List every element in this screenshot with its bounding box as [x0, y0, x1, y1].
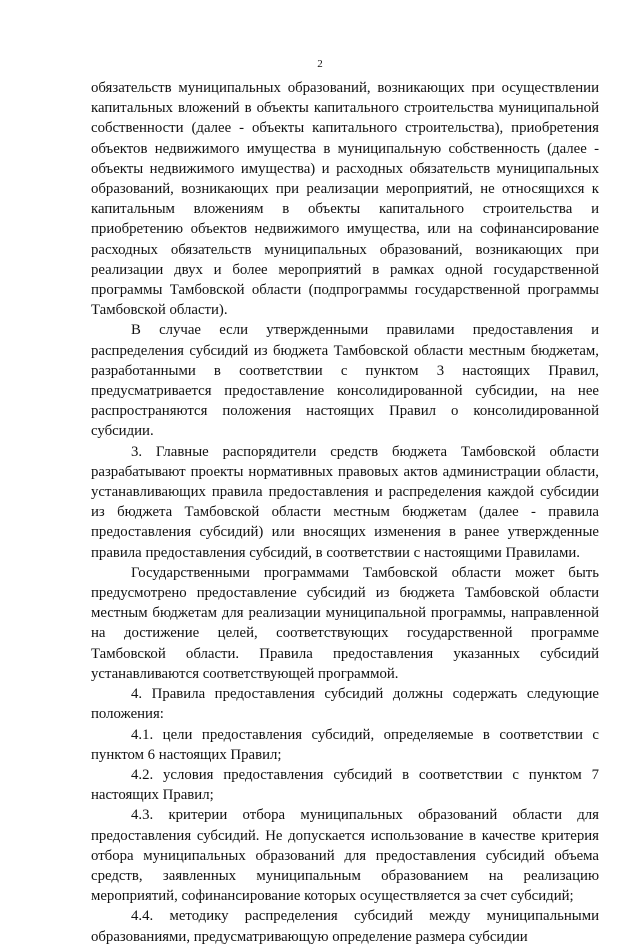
paragraph-item-4-2: 4.2. условия предоставления субсидий в соответствии с пунктом 7 настоящих Правил;: [91, 766, 599, 804]
paragraph-consolidated-subsidy: В случае если утвержденными правилами предоставления и распределения субсидий из бюджета Тамбовской области местным бюджетам, разработанными в соответствии с пунктом 3 настоящих Правил, предусматривается предоставление консолидированной субсидии, на нее распространяются положения настоящих Правил о консолидированной субсидии.: [91, 322, 599, 440]
paragraph-item-4: 4. Правила предоставления субсидий должны содержать следующие положения:: [91, 686, 599, 723]
paragraph-item-3: 3. Главные распорядители средств бюджета Тамбовской области разрабатывают проекты нормативных правовых актов администрации области, устанавливающих правила предоставления и распределения каждой субсидии из бюджета Тамбовской области местным бюджетам (далее - правила предоставления субсидий) или вносящих изменения в ранее утвержденные правила предоставления субсидий, в соответствии с настоящими Правилами.: [91, 443, 599, 561]
document-body: [91, 78, 599, 947]
paragraph-item-4-3: 4.3. критерии отбора муниципальных образований области для предоставления субсидий. Не допускается использование в качестве критерия отбора муниципальных образований для предоставления субсидий объема средств, заявленных муниципальным образованием на реализацию мероприятий, софинансирование которых осуществляется за счет субсидий;: [91, 807, 599, 905]
paragraph-item-4-1: 4.1. цели предоставления субсидий, определяемые в соответствии с пунктом 6 настоящих Правил;: [91, 726, 599, 763]
paragraph-continuation: обязательств муниципальных образований, возникающих при осуществлении капитальных вложений в объекты капитального строительства муниципальной собственности (далее - объекты капитального строительства), приобретения объектов недвижимого имущества в муниципальную собственность (далее - объекты недвижимого имущества) и расходных обязательств муниципальных образований, возникающих при реализации мероприятий, не относящихся к капитальным вложениям в объекты капитального строительства и приобретению объектов недвижимого имущества, или на софинансирование расходных обязательств муниципальных образований, возникающих при реализации двух и более мероприятий в рамках одной государственной программы Тамбовской области (подпрограммы государственной программы Тамбовской области).: [91, 80, 599, 319]
paragraph-state-programs: Государственными программами Тамбовской области может быть предусмотрено предоставление субсидий из бюджета Тамбовской области местным бюджетам для реализации муниципальной программы, направленной на достижение целей, соответствующих государственной программе Тамбовской области. Правила предоставления указанных субсидий устанавливаются соответствующей программой.: [91, 564, 599, 682]
paragraph-item-4-4: 4.4. методику распределения субсидий между муниципальными образованиями, предусматривающую определение размера субсидии: [91, 908, 599, 945]
page-number: 2: [317, 58, 323, 70]
